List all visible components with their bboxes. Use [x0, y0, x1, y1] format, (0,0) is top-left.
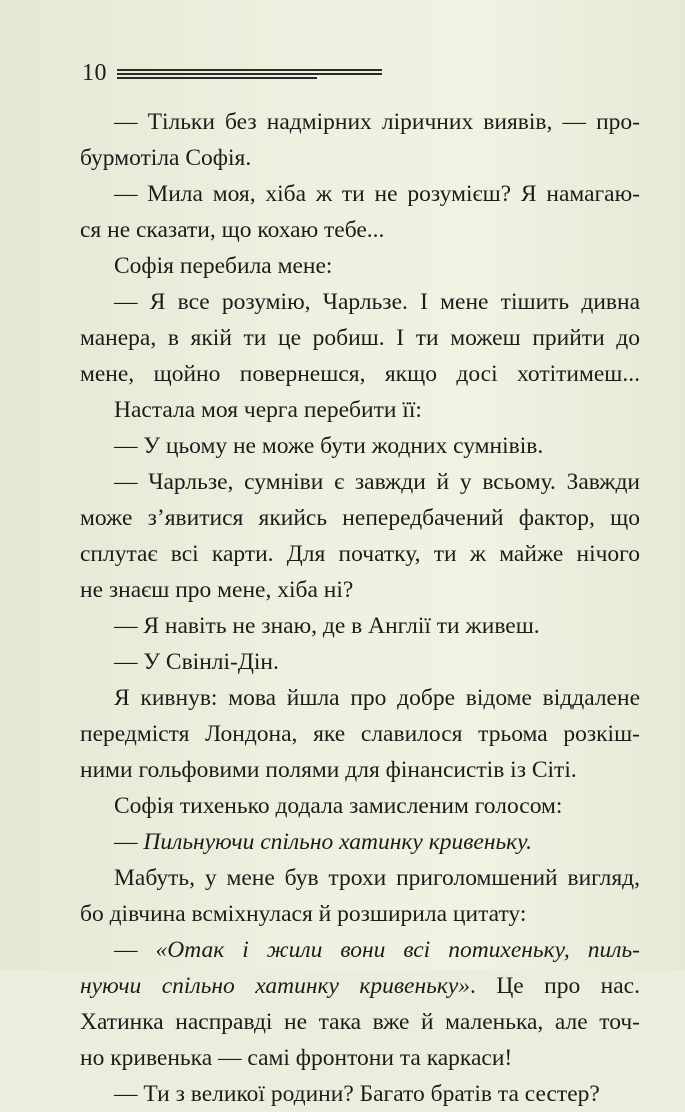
text-line: — Я навіть не знаю, де в Англії ти живеш. — [114, 613, 540, 639]
header-rule — [117, 69, 382, 71]
quote-line — [80, 968, 640, 1004]
text-line: передмістя Лондона, яке славилося трьома розкіш- — [80, 721, 640, 747]
italic-text-line — [80, 824, 640, 860]
text-line: Софія перебила мене: — [114, 253, 333, 279]
italic-quote: нуючи спільно хатинку кривеньку» — [80, 973, 471, 999]
text-line: ними гольфовими полями для фінансистів із Сіті. — [80, 757, 577, 783]
text-line: може з’явитися якийсь непередбачений фактор, що — [80, 505, 640, 531]
text-line: ся не сказати, що кохаю тебе... — [80, 217, 385, 243]
text-line: Я кивнув: мова йшла про добре відоме віддалене — [114, 685, 640, 711]
page-number: 10 — [82, 60, 107, 86]
text-line: сплутає всі карти. Для початку, ти ж майже нічого — [80, 541, 640, 567]
header-rule — [117, 73, 382, 75]
text-line: — У Свінлі-Дін. — [114, 649, 279, 675]
page-header — [82, 58, 382, 88]
text-line: манера, в якій ти це робиш. І ти можеш прийти до — [80, 325, 640, 351]
text-line: но кривенька — самі фронтони та каркаси! — [80, 1045, 513, 1071]
text-line: — Я все розумію, Чарльзе. І мене тішить дивна — [114, 289, 640, 315]
text-line: Мабуть, у мене був трохи приголомшений вигляд, — [114, 865, 640, 891]
text-line: мене, щойно повернешся, якщо досі хотітимеш... — [80, 361, 640, 387]
dash: — — [114, 829, 144, 855]
header-rule — [117, 77, 317, 79]
text-line: не знаєш про мене, хіба ні? — [80, 577, 354, 603]
quote-line — [80, 932, 640, 968]
text-line: — Чарльзе, сумніви є завжди й у всьому. Завжди — [114, 469, 640, 495]
text-line: бурмотіла Софія. — [80, 145, 252, 171]
italic-quote: «Отак і жили вони всі потихеньку, пиль- — [155, 937, 641, 963]
text-line: — Тільки без надмірних ліричних виявів, — про- — [114, 109, 640, 135]
text-line: бо дівчина всміхнулася й розширила цитату: — [80, 901, 527, 927]
text-line: — Ти з великої родини? Багато братів та сестер? — [114, 1081, 600, 1107]
text-line: Хатинка насправді не така вже й маленька, але точ- — [80, 1009, 640, 1035]
quote-rest: . Це про нас. — [470, 973, 640, 999]
text-line: — Мила моя, хіба ж ти не розумієш? Я намагаю- — [114, 181, 640, 207]
text-line: Софія тихенько додала замисленим голосом: — [114, 793, 563, 819]
text-line: Настала моя черга перебити її: — [114, 397, 422, 423]
text-line: — У цьому не може бути жодних сумнівів. — [114, 433, 544, 459]
dash: — — [114, 937, 156, 963]
italic-quote: Пильнуючи спільно хатинку кривеньку. — [143, 829, 532, 855]
body-text — [80, 104, 640, 1112]
